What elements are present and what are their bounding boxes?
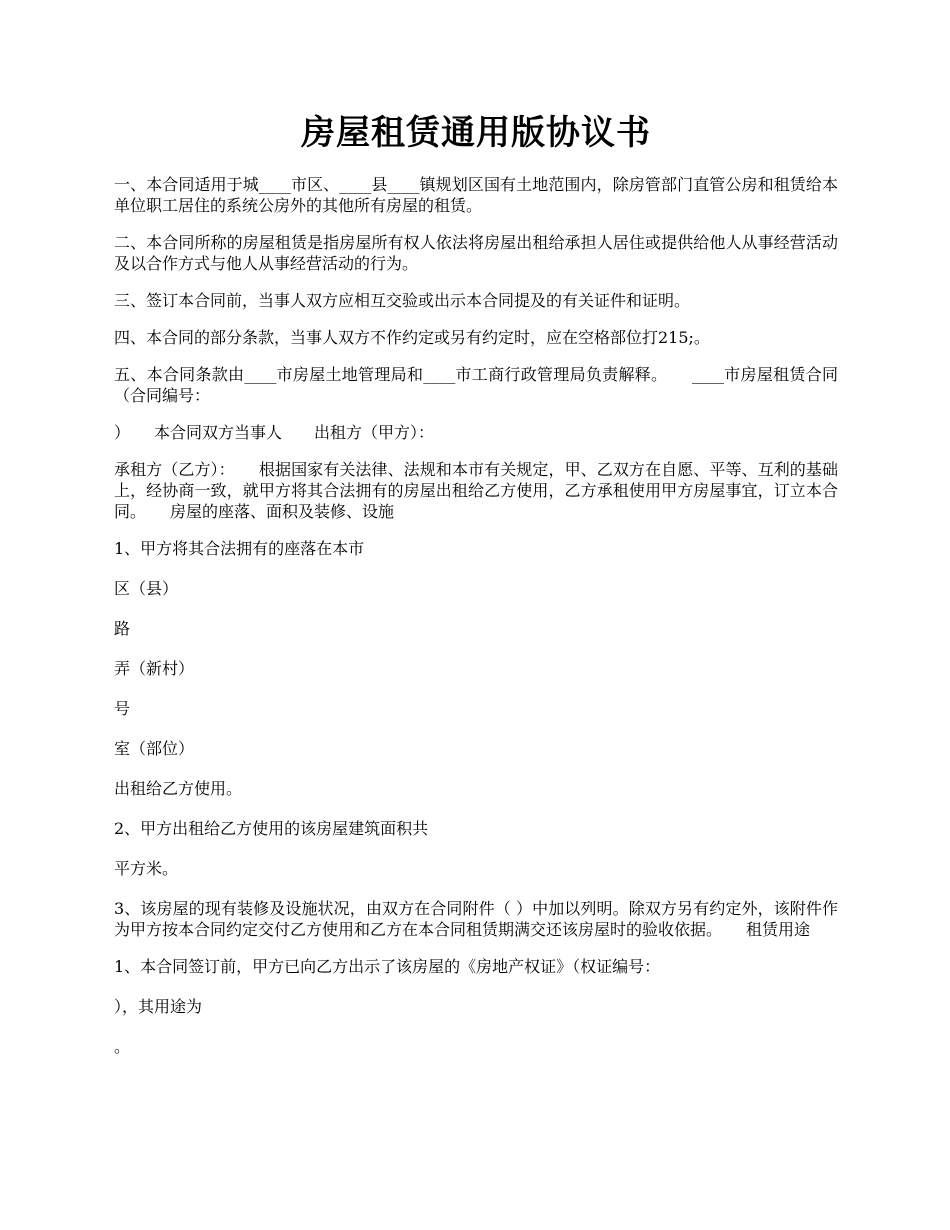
paragraph-6: ） 本合同双方当事人 出租方（甲方）： xyxy=(114,423,435,442)
paragraph-11: 弄（新村） xyxy=(114,659,195,678)
paragraph-5: 五、本合同条款由____市房屋土地管理局和____市工商行政管理局负责解释。 ____市房屋租赁合同 （合同编号： xyxy=(114,365,871,405)
document-title: 房屋租赁通用版协议书 xyxy=(301,113,651,153)
paragraph-7: 承租方（乙方）： 根据国家有关法律、法规和本市有关规定，甲、乙双方在自愿、平等、互利的基础上，经协商一致，就甲方将其合法拥有的房屋出租给乙方使用，乙方承租使用甲方房屋事宜，订立本合同。 房屋的座落、面积及装修、设施 xyxy=(114,460,838,521)
paragraph-2: 二、本合同所称的房屋租赁是指房屋所有权人依法将房屋出租给承担人居住或提供给他人从事经营活动及以合作方式与他人从事经营活动的行为。 xyxy=(114,233,838,273)
paragraph-4: 四、本合同的部分条款，当事人双方不作约定或另有约定时，应在空格部位打215;。 xyxy=(114,328,710,347)
paragraph-9: 区（县） xyxy=(114,579,179,598)
paragraph-19: ），其用途为 xyxy=(114,997,203,1016)
paragraph-1: 一、本合同适用于城____市区、____县____镇规划区国有土地范围内，除房管部门直管公房和租赁给本单位职工居住的系统公房外的其他所有房屋的租赁。 xyxy=(114,175,838,215)
paragraph-17: 3、该房屋的现有装修及设施状况，由双方在合同附件（ ）中加以列明。除双方另有约定外，该附件作为甲方按本合同约定交付乙方使用和乙方在本合同租赁期满交还该房屋时的验收依据。 租赁用途 xyxy=(114,899,838,939)
paragraph-20: 。 xyxy=(114,1037,131,1056)
paragraph-12: 号 xyxy=(114,699,131,718)
paragraph-14: 出租给乙方使用。 xyxy=(114,779,243,798)
paragraph-18: 1、本合同签订前，甲方已向乙方出示了该房屋的《房地产权证》（权证编号： xyxy=(114,957,661,976)
paragraph-15: 2、甲方出租给乙方使用的该房屋建筑面积共 xyxy=(114,819,429,838)
paragraph-16: 平方米。 xyxy=(114,859,179,878)
paragraph-8: 1、甲方将其合法拥有的座落在本市 xyxy=(114,539,365,558)
paragraph-3: 三、签订本合同前，当事人双方应相互交验或出示本合同提及的有关证件和证明。 xyxy=(114,291,691,310)
paragraph-13: 室（部位） xyxy=(114,739,195,758)
paragraph-10: 路 xyxy=(114,619,131,638)
